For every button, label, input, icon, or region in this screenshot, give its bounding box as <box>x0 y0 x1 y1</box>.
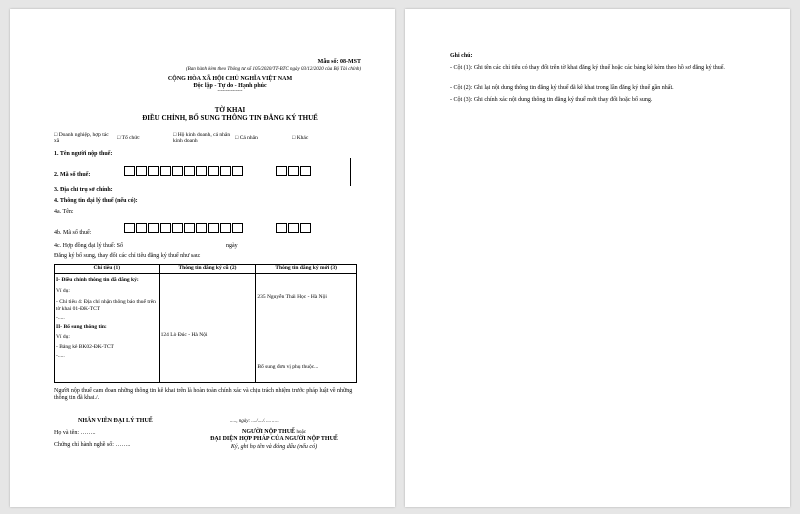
dots-2: -..... <box>56 353 65 359</box>
issued-by-note: (Ban hành kèm theo Thông tư số 105/2020/TT-BTC ngày 03/12/2020 của Bộ Tài chính) <box>186 67 361 72</box>
legal-rep-title: ĐẠI DIỆN HỢP PHÁP CỦA NGƯỜI NỘP THUẾ <box>210 436 338 442</box>
col-header-2: Thông tin đăng ký cũ (2) <box>159 265 256 274</box>
agent-name: Họ và tên: …….. <box>54 430 96 436</box>
option-individual[interactable]: □ Cá nhân <box>235 135 258 141</box>
new-value: 235 Nguyễn Thái Học - Hà Nội <box>257 294 327 300</box>
old-value: 124 Lò Đúc - Hà Nội <box>160 332 208 338</box>
signature-note: Ký, ghi họ tên và đóng dấu (nếu có) <box>230 444 318 450</box>
document-page-2 <box>405 9 790 507</box>
option-organization[interactable]: □ Tổ chức <box>117 135 140 141</box>
section-add: II- Bổ sung thông tin: <box>56 324 107 330</box>
col-header-1: Chỉ tiêu (1) <box>55 265 160 274</box>
field-tax-agent: 4. Thông tin đại lý thuế (nếu có): <box>54 198 138 204</box>
field-agent-tax-code: 4b. Mã số thuế: <box>54 230 92 236</box>
field-head-office-address: 3. Địa chỉ trụ sở chính: <box>54 187 113 193</box>
document-page-1 <box>10 9 395 507</box>
example-item-2: - Bảng kê BK02-ĐK-TCT <box>56 344 114 350</box>
note-column-3: - Cột (3): Ghi chính xác nội dung thông tin đăng ký thuế mới thay đổi hoặc bổ sung. <box>450 97 653 103</box>
agent-tax-code-boxes[interactable] <box>124 223 344 235</box>
option-household-business[interactable]: □ Hộ kinh doanh, cá nhân kinh doanh <box>173 132 231 144</box>
field-agent-contract-date: ngày <box>226 243 238 249</box>
note-column-2: - Cột (2): Ghi lại nội dung thông tin đăng ký thuế đã kê khai trong lần đăng ký thuế gần nhất. <box>450 85 674 91</box>
dots-1: -..... <box>56 315 65 321</box>
table-header-row <box>55 265 357 274</box>
form-title: TỜ KHAI <box>214 106 246 114</box>
agent-title: NHÂN VIÊN ĐẠI LÝ THUẾ <box>78 418 153 424</box>
date-line: ....., ngày: ..../..../………. <box>230 419 279 424</box>
taxpayer-title-main: NGƯỜI NỘP THUẾ <box>242 429 296 435</box>
example-item-1: - Chỉ tiêu 4: Địa chỉ nhận thông báo thuế trên tờ khai 01-ĐK-TCT <box>56 299 156 312</box>
example-label-1: Ví dụ: <box>56 288 70 294</box>
section-adjust: I- Điều chỉnh thông tin đã đăng ký: <box>56 277 139 283</box>
motto: Độc lập - Tự do - Hạnh phúc <box>193 83 267 89</box>
note-column-1: - Cột (1): Ghi tên các chỉ tiêu có thay đổi trên tờ khai đăng ký thuế hoặc các bảng kê kèm theo hồ sơ đăng ký thuế. <box>450 65 725 71</box>
form-number: Mẫu số: 08-MST <box>317 59 361 65</box>
option-enterprise[interactable]: □ Doanh nghiệp, hợp tác xã <box>54 132 109 144</box>
changes-table <box>54 264 357 383</box>
col-header-3: Thông tin đăng ký mới (3) <box>256 265 357 274</box>
field-taxpayer-name: 1. Tên người nộp thuế: <box>54 151 113 157</box>
notes-heading: Ghi chú: <box>450 53 473 59</box>
motto-divider: --------------- <box>217 89 243 94</box>
taxpayer-title-or: hoặc <box>296 430 306 435</box>
criteria-cell <box>55 274 160 383</box>
taxpayer-title <box>186 429 362 435</box>
new-info-cell <box>256 274 357 383</box>
form-subtitle: ĐIỀU CHỈNH, BỔ SUNG THÔNG TIN ĐĂNG KÝ THUẾ <box>142 114 318 122</box>
option-other[interactable]: □ Khác <box>292 135 309 141</box>
field-tax-code: 2. Mã số thuế: <box>54 172 91 178</box>
field-agent-contract: 4c. Hợp đồng đại lý thuế: Số <box>54 243 123 249</box>
commitment-text: Người nộp thuế cam đoan những thông tin kê khai trên là hoàn toàn chính xác và chịu trách nhiệm trước pháp luật về những thông tin đã khai./. <box>54 388 353 401</box>
old-info-cell <box>159 274 256 383</box>
example-label-2: Ví dụ: <box>56 334 70 340</box>
nation-header: CỘNG HÒA XÃ HỘI CHỦ NGHĨA VIỆT NAM <box>167 76 293 82</box>
agent-certificate: Chứng chỉ hành nghề số: …….. <box>54 442 131 448</box>
field-agent-name: 4a. Tên: <box>54 209 74 215</box>
table-row <box>55 274 357 383</box>
new-value-2: Bổ sung đơn vị phụ thuộc... <box>257 364 319 370</box>
register-line: Đăng ký bổ sung, thay đổi các chỉ tiêu đăng ký thuế như sau: <box>54 253 201 259</box>
tax-code-boxes[interactable] <box>124 166 344 178</box>
